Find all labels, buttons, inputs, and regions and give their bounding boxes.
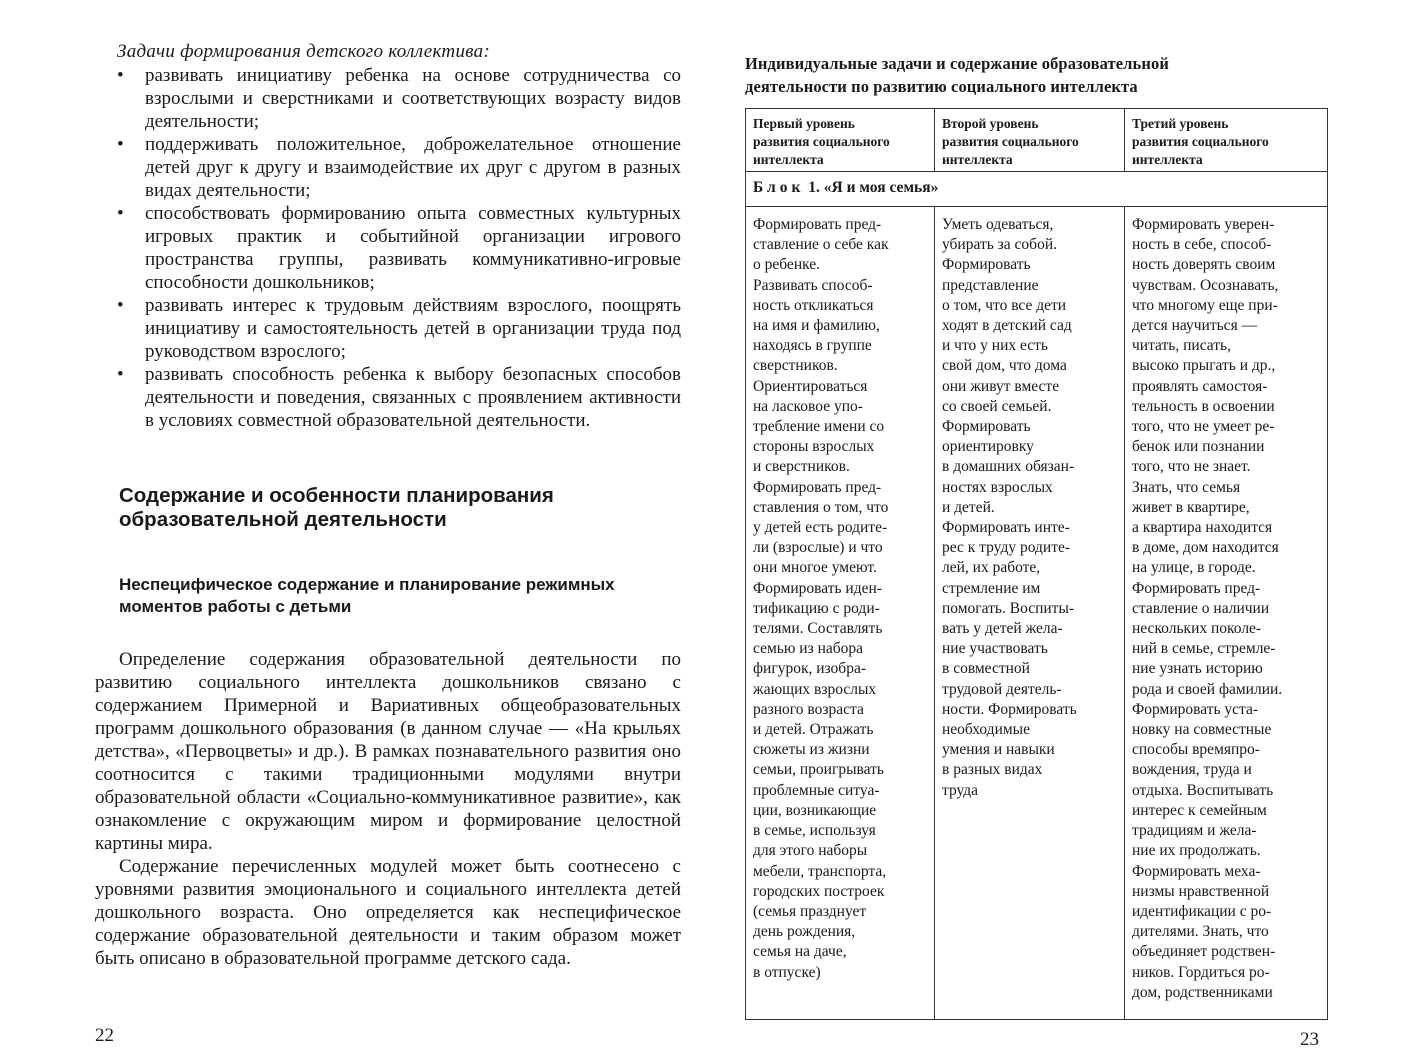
cell-line: дителями. Знать, что bbox=[1132, 923, 1269, 941]
cell-line: низмы нравственной bbox=[1132, 882, 1270, 900]
cell-line: семьи, проигрывать bbox=[753, 761, 884, 779]
cell-line: Уметь одеваться, bbox=[942, 216, 1054, 233]
levels-table bbox=[745, 108, 1328, 1020]
cell-line: требление имени со bbox=[753, 418, 885, 436]
block-title: Блок 1. «Я и моя семья» bbox=[746, 172, 1328, 207]
block-row bbox=[746, 172, 1328, 207]
cell-line: живет в квартире, bbox=[1132, 498, 1250, 516]
cell-line: ходят в детский сад bbox=[942, 317, 1072, 335]
column-header-level-3: Третий уровень развития социального интеллекта bbox=[1125, 109, 1328, 172]
cell-line: Развивать способ- bbox=[753, 276, 873, 294]
cell-line: для этого наборы bbox=[753, 842, 868, 860]
cell-line: сверстников. bbox=[753, 357, 838, 375]
bullet-icon: • bbox=[117, 295, 124, 316]
list-item: • способствовать формированию опыта совместных культурных игровых практик и событийной организации игрового пространства группы, развивать коммуникативно-игровые способности дошкольников; bbox=[117, 203, 681, 293]
cell-line: ность доверять своим bbox=[1132, 256, 1276, 274]
cell-line: дется научиться — bbox=[1132, 317, 1258, 335]
cell-line: тельность в освоении bbox=[1132, 397, 1275, 415]
cell-line: вать у детей жела- bbox=[942, 620, 1063, 638]
cell-line: бенок или познании bbox=[1132, 438, 1265, 456]
cell-line: они многое умеют. bbox=[753, 559, 877, 577]
cell-line: Формировать пред- bbox=[1132, 579, 1261, 597]
cell-line: читать, писать, bbox=[1132, 337, 1231, 355]
cell-line: объединяет родствен- bbox=[1132, 943, 1276, 961]
table-cell-level-3 bbox=[1125, 207, 1328, 1020]
cell-line: дом, родственниками bbox=[1132, 983, 1273, 1001]
cell-line: рода и своей фамилии. bbox=[1132, 680, 1283, 698]
cell-line: убирать за собой. bbox=[942, 236, 1057, 254]
cell-line: проблемные ситуа- bbox=[753, 781, 880, 799]
cell-line: мебели, транспорта, bbox=[753, 862, 887, 880]
cell-line: о ребенке. bbox=[753, 256, 821, 274]
cell-line: и сверстников. bbox=[753, 458, 850, 476]
cell-line: разного возраста bbox=[753, 700, 864, 718]
cell-line: ностях взрослых bbox=[942, 478, 1053, 496]
table-row bbox=[746, 207, 1328, 1020]
list-item: • развивать инициативу ребенка на основе сотрудничества со взрослыми и сверстниками и соответствующих возрасту видов деятельности; bbox=[117, 65, 681, 132]
cell-line: и детей. Отражать bbox=[753, 721, 874, 739]
table-cell-level-2 bbox=[935, 207, 1125, 1020]
bullet-icon: • bbox=[117, 134, 124, 155]
cell-line: помогать. Воспиты- bbox=[942, 599, 1075, 617]
list-item: • развивать способность ребенка к выбору безопасных способов деятельности и поведения, связанных с проявлением активности в условиях совместной образовательной деятельности. bbox=[117, 364, 681, 431]
cell-line: Формировать уста- bbox=[1132, 700, 1259, 718]
cell-line: лей, их работе, bbox=[942, 559, 1041, 577]
bullet-icon: • bbox=[117, 65, 124, 86]
cell-line: на ласковое упо- bbox=[753, 397, 863, 415]
cell-line: отдыха. Воспитывать bbox=[1132, 781, 1274, 799]
cell-line: свой дом, что дома bbox=[942, 357, 1067, 375]
cell-line: проявлять самостоя- bbox=[1132, 377, 1268, 395]
column-header-level-2: Второй уровень развития социального интеллекта bbox=[935, 109, 1125, 172]
cell-line: того, что не знает. bbox=[1132, 458, 1251, 476]
cell-line: умения и навыки bbox=[942, 741, 1055, 759]
cell-line: на имя и фамилию, bbox=[753, 317, 880, 335]
cell-line: ции, возникающие bbox=[753, 801, 877, 819]
cell-line: Формировать bbox=[942, 256, 1031, 274]
cell-line: рес к труду родите- bbox=[942, 539, 1071, 557]
cell-line: ориентировку bbox=[942, 438, 1034, 456]
cell-line: семья на даче, bbox=[753, 943, 847, 961]
tasks-list bbox=[95, 64, 681, 432]
tasks-heading: Задачи формирования детского коллектива: bbox=[117, 41, 491, 62]
bullet-icon: • bbox=[117, 364, 124, 385]
right-page bbox=[745, 52, 1327, 1020]
list-item: • поддерживать положительное, доброжелательное отношение детей друг к другу и взаимодействие их друг с другом в разных видах деятельности; bbox=[117, 134, 681, 201]
cell-line: Формировать пред- bbox=[753, 216, 882, 233]
cell-line: Знать, что семья bbox=[1132, 478, 1241, 496]
cell-line: городских построек bbox=[753, 882, 885, 900]
cell-line: нескольких поколе- bbox=[1132, 620, 1262, 638]
cell-line: Формировать инте- bbox=[942, 519, 1070, 537]
cell-line: у детей есть родите- bbox=[753, 519, 888, 537]
cell-line: ников. Гордиться ро- bbox=[1132, 963, 1270, 981]
page-number-right: 23 bbox=[1300, 1029, 1319, 1050]
cell-line: Формировать bbox=[942, 418, 1031, 436]
cell-line: чувствам. Осознавать, bbox=[1132, 276, 1279, 294]
cell-line: ность в себе, способ- bbox=[1132, 236, 1272, 254]
cell-line: Формировать пред- bbox=[753, 478, 882, 496]
cell-line: и детей. bbox=[942, 498, 995, 516]
cell-line: ставления о том, что bbox=[753, 498, 889, 516]
cell-line: ставление о наличии bbox=[1132, 599, 1270, 617]
cell-line: (семья празднует bbox=[753, 902, 867, 920]
cell-line: того, что не умеет ре- bbox=[1132, 418, 1275, 436]
cell-line: в разных видах bbox=[942, 761, 1043, 779]
cell-line: в домашних обязан- bbox=[942, 458, 1075, 476]
cell-line: день рождения, bbox=[753, 923, 856, 941]
table-title: Индивидуальные задачи и содержание образовательной деятельности по развитию социального интеллекта bbox=[745, 54, 1169, 96]
cell-line: сюжеты из жизни bbox=[753, 741, 870, 759]
left-page bbox=[95, 40, 681, 970]
table-header-row bbox=[746, 109, 1328, 172]
cell-line: вождения, труда и bbox=[1132, 761, 1252, 779]
cell-line: семью из набора bbox=[753, 640, 864, 658]
table-cell-level-1 bbox=[746, 207, 935, 1020]
cell-line: тификацию с роди- bbox=[753, 599, 880, 617]
cell-line: Формировать уверен- bbox=[1132, 216, 1275, 233]
cell-line: телями. Составлять bbox=[753, 620, 883, 638]
cell-line: ние участвовать bbox=[942, 640, 1048, 658]
cell-line: новку на совместные bbox=[1132, 721, 1272, 739]
cell-line: трудовой деятель- bbox=[942, 680, 1062, 698]
cell-line: что многому еще при- bbox=[1132, 296, 1278, 314]
cell-line: со своей семьей. bbox=[942, 397, 1052, 415]
cell-line: традициям и жела- bbox=[1132, 822, 1257, 840]
cell-line: ности. Формировать bbox=[942, 700, 1077, 718]
cell-line: стремление им bbox=[942, 579, 1041, 597]
cell-line: высоко прыгать и др., bbox=[1132, 357, 1276, 375]
cell-line: они живут вместе bbox=[942, 377, 1060, 395]
body-paragraph: Содержание перечисленных модулей может быть соотнесено с уровнями развития эмоционального и социального интеллекта детей дошкольного возраста. Оно определяется как неспецифическое содержание образовательной деятельности и таким образом может быть описано в образовательной программе детского сада. bbox=[95, 856, 681, 969]
cell-line: ли (взрослые) и что bbox=[753, 539, 883, 557]
cell-line: ние узнать историю bbox=[1132, 660, 1263, 678]
cell-line: стороны взрослых bbox=[753, 438, 875, 456]
cell-line: необходимые bbox=[942, 721, 1030, 739]
cell-line: идентификации с ро- bbox=[1132, 902, 1272, 920]
cell-line: Ориентироваться bbox=[753, 377, 868, 395]
cell-line: фигурок, изобра- bbox=[753, 660, 866, 678]
cell-line: а квартира находится bbox=[1132, 519, 1273, 537]
body-paragraph: Определение содержания образовательной деятельности по развитию социального интеллекта дошкольников связано с содержанием Примерной и Вариативных общеобразовательных программ дошкольного образования (в данном случае — «На крыльях детства», «Первоцветы» и др.). В рамках познавательного развития оно соотносится с такими традиционными модулями внутри образовательной области «Социально-коммуникативное развитие», как ознакомление с окружающим миром и формирование целостной картины мира. bbox=[95, 649, 681, 854]
cell-line: ставление о себе как bbox=[753, 236, 889, 254]
cell-line: способы времяпро- bbox=[1132, 741, 1260, 759]
page-number-left: 22 bbox=[95, 1025, 114, 1046]
cell-line: ний в семье, стремле- bbox=[1132, 640, 1276, 658]
cell-line: в отпуске) bbox=[753, 963, 821, 981]
cell-line: ние их продолжать. bbox=[1132, 842, 1261, 860]
cell-line: Формировать меха- bbox=[1132, 862, 1261, 880]
cell-line: ность откликаться bbox=[753, 296, 874, 314]
cell-line: представление bbox=[942, 276, 1039, 294]
cell-line: интерес к семейным bbox=[1132, 801, 1267, 819]
cell-line: в доме, дом находится bbox=[1132, 539, 1279, 557]
cell-line: в семье, используя bbox=[753, 822, 876, 840]
subsection-title: Неспецифическое содержание и планирование режимных моментов работы с детьми bbox=[119, 575, 615, 616]
cell-line: жающих взрослых bbox=[753, 680, 877, 698]
cell-line: на улице, в городе. bbox=[1132, 559, 1256, 577]
cell-line: труда bbox=[942, 781, 979, 799]
cell-line: в совместной bbox=[942, 660, 1030, 678]
cell-line: Формировать иден- bbox=[753, 579, 882, 597]
cell-line: о том, что все дети bbox=[942, 296, 1067, 314]
list-item: • развивать интерес к трудовым действиям взрослого, поощрять инициативу и самостоятельность детей в организации труда под руководством взрослого; bbox=[117, 295, 681, 362]
section-title: Содержание и особенности планирования образовательной деятельности bbox=[119, 484, 554, 531]
cell-line: находясь в группе bbox=[753, 337, 872, 355]
column-header-level-1: Первый уровень развития социального интеллекта bbox=[746, 109, 935, 172]
bullet-icon: • bbox=[117, 203, 124, 224]
cell-line: и что у них есть bbox=[942, 337, 1048, 355]
